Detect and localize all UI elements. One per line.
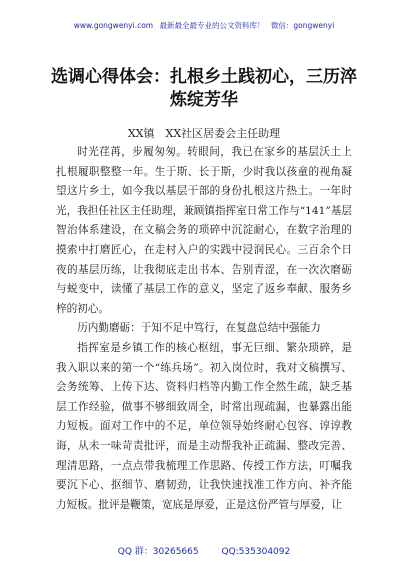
document-body — [56, 143, 352, 515]
paragraph-intro: 时光荏苒，步履匆匆。转眼间，我已在家乡的基层沃土上扎根履职整整一年。生于斯、长于斯，少时我以孩童的视角凝望这片乡土，如今我以基层干部的身份扎根这片热土。一年时光，我担任社区主任助理，兼顾镇指挥室日常工作与“141”基层智治体系建设，在文稿会务的琐碎中沉淀耐心，在数字治理的摸索中打磨匠心，在走村入户的实践中浸润民心。三百余个日夜的基层历练，让我彻底走出书本、告别青涩，在一次次磨砺与蜕变中，读懂了基层工作的意义，坚定了返乡奉献、服务乡梓的初心。 — [56, 146, 352, 315]
page-footer — [0, 544, 408, 557]
document-title: 选调心得体会：扎根乡土践初心，三历淬炼绽芳华 — [51, 67, 357, 110]
footer-qq-group: QQ 群：30265665 — [117, 547, 199, 557]
header-slogan: 最新最全最专业的公文资料库！ — [159, 21, 265, 30]
header-site-link[interactable]: www.gongwenyi.com — [73, 21, 154, 30]
header-wechat: 微信：gongwenyi — [270, 21, 335, 30]
author-byline: XX镇 XX社区居委会主任助理 — [127, 127, 281, 140]
page-header — [0, 20, 408, 31]
section-heading: 历内勤磨砺：于知不足中笃行，在复盘总结中强能力 — [77, 322, 321, 335]
paragraph-body: 指挥室是乡镇工作的核心枢纽，事无巨细、繁杂琐碎，是我入职以来的第一个“练兵场”。初入岗位时，我对文稿撰写、会务统筹、上传下达、资料归档等内勤工作全然生疏，缺乏基层工作经验，做事不够细致周全，时常出现疏漏，也暴露出能力短板。面对工作中的不足，单位领导始终耐心包容、谆谆教诲，从未一味苛责批评，而是主动帮我补正疏漏、整改完善、理清思路，一点点带我梳理工作思路、传授工作方法，叮嘱我要沉下心、抠细节、磨韧劲，让我快速找准工作方向、补齐能力短板。批评是鞭策，宽底是厚爱，正是这份严管与厚爱，让 — [56, 341, 352, 511]
footer-qq: QQ:535304092 — [221, 547, 291, 557]
